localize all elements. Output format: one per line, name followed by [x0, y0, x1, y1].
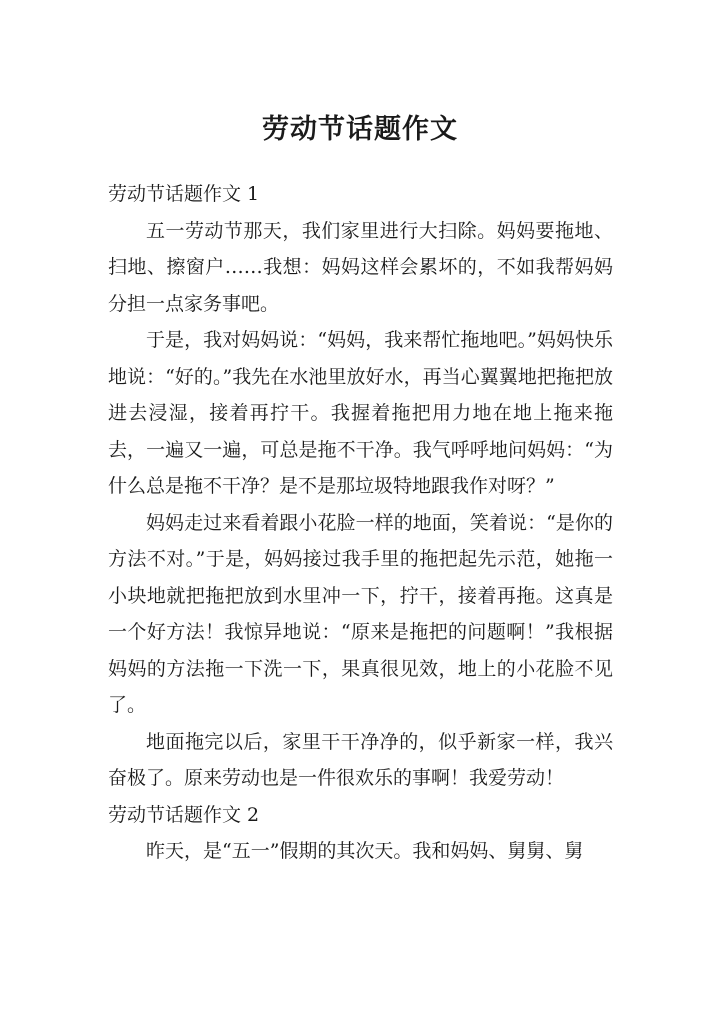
document-body [108, 176, 613, 870]
paragraph: 地面拖完以后，家里干干净净的，似乎新家一样，我兴奋极了。原来劳动也是一件很欢乐的事啊！我爱劳动！ [108, 730, 613, 789]
essay-section-2 [108, 797, 613, 870]
paragraph: 昨天，是“五一”假期的其次天。我和妈妈、舅舅、舅 [146, 840, 584, 862]
section-heading: 劳动节话题作文 1 [108, 183, 260, 205]
section-heading: 劳动节话题作文 2 [108, 803, 260, 826]
paragraph: 于是，我对妈妈说：“妈妈，我来帮忙拖地吧。”妈妈快乐地说：“好的。”我先在水池里放好水，再当心翼翼地把拖把放进去浸湿，接着再拧干。我握着拖把用力地在地上拖来拖去，一遍又一遍，可总是拖不干净。我气呼呼地问妈妈：“为什么总是拖不干净？是不是那垃圾特地跟我作对呀？” [108, 329, 613, 497]
document-title: 劳动节话题作文 [262, 114, 458, 145]
paragraph: 五一劳动节那天，我们家里进行大扫除。妈妈要拖地、扫地、擦窗户……我想：妈妈这样会累坏的，不如我帮妈妈分担一点家务事吧。 [108, 219, 613, 315]
essay-section-1 [108, 176, 613, 797]
paragraph: 妈妈走过来看着跟小花脸一样的地面，笑着说：“是你的方法不对。”于是，妈妈接过我手里的拖把起先示范，她拖一小块地就把拖把放到水里冲一下，拧干，接着再拖。这真是一个好方法！我惊异地说：“原来是拖把的问题啊！”我根据妈妈的方法拖一下洗一下，果真很见效，地上的小花脸不见了。 [108, 511, 613, 716]
